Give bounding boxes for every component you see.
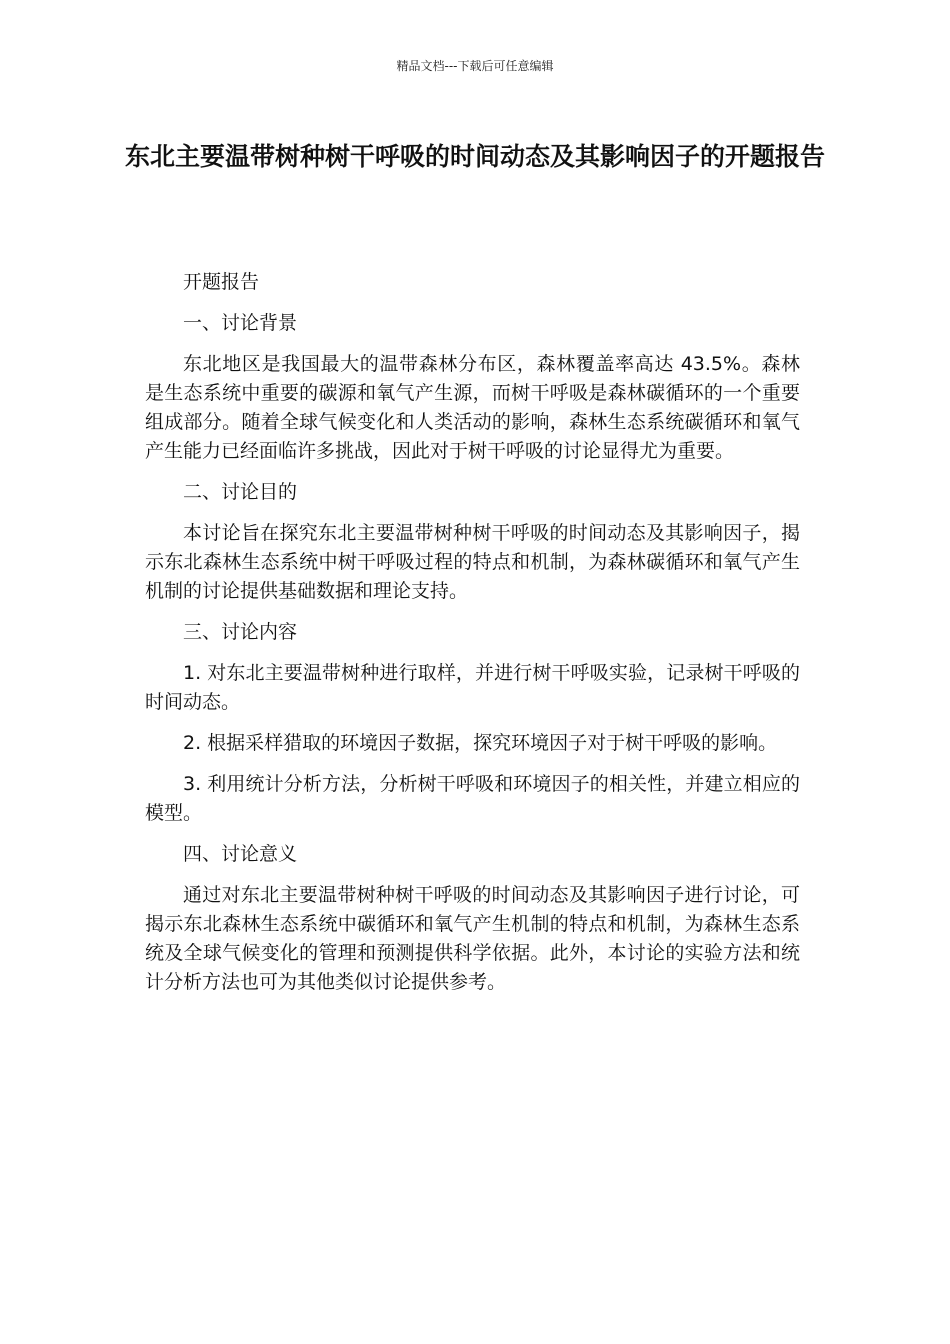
document-body [145, 268, 800, 1009]
section-text-significance: 通过对东北主要温带树种树干呼吸的时间动态及其影响因子进行讨论，可揭示东北森林生态系统中碳循环和氧气产生机制的特点和机制，为森林生态系统及全球气候变化的管理和预测提供科学依据。此外，本讨论的实验方法和统计分析方法也可为其他类似讨论提供参考。 [145, 884, 800, 993]
page-header: 精品文档---下载后可任意编辑 [396, 59, 554, 73]
content-item-3: 3. 利用统计分析方法，分析树干呼吸和环境因子的相关性，并建立相应的模型。 [145, 773, 800, 824]
section-heading-significance: 四、讨论意义 [183, 843, 298, 865]
report-label: 开题报告 [183, 271, 260, 293]
section-text-purpose: 本讨论旨在探究东北主要温带树种树干呼吸的时间动态及其影响因子，揭示东北森林生态系统中树干呼吸过程的特点和机制，为森林碳循环和氧气产生机制的讨论提供基础数据和理论支持。 [145, 522, 800, 602]
section-heading-content: 三、讨论内容 [183, 621, 298, 643]
content-item-2: 2. 根据采样猎取的环境因子数据，探究环境因子对于树干呼吸的影响。 [183, 732, 778, 754]
document-title: 东北主要温带树种树干呼吸的时间动态及其影响因子的开题报告 [124, 142, 825, 171]
section-heading-background: 一、讨论背景 [183, 312, 298, 334]
section-text-background: 东北地区是我国最大的温带森林分布区，森林覆盖率高达 43.5%。森林是生态系统中重要的碳源和氧气产生源，而树干呼吸是森林碳循环的一个重要组成部分。随着全球气候变化和人类活动的影响，森林生态系统碳循环和氧气产生能力已经面临许多挑战，因此对于树干呼吸的讨论显得尤为重要。 [145, 353, 800, 462]
section-heading-purpose: 二、讨论目的 [183, 481, 298, 503]
content-item-1: 1. 对东北主要温带树种进行取样，并进行树干呼吸实验，记录树干呼吸的时间动态。 [145, 662, 800, 713]
